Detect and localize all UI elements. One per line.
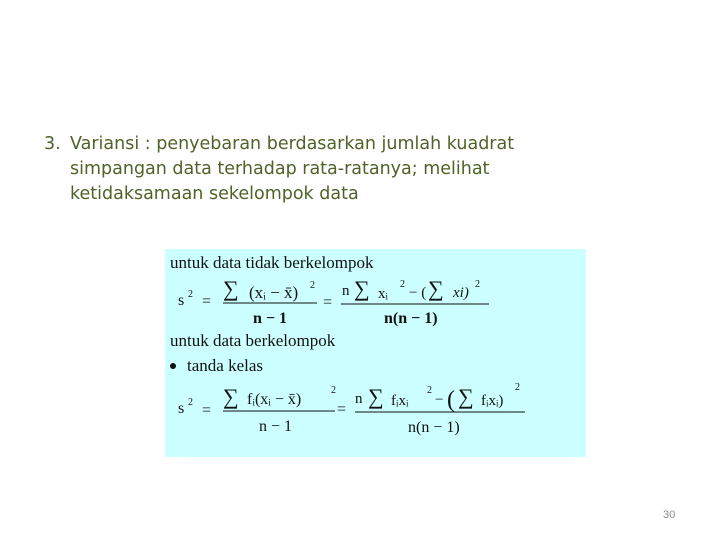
- ungrouped-num2-xi: xi): [453, 285, 469, 301]
- variance-formula-box: [165, 249, 586, 457]
- equals-3: =: [202, 402, 212, 419]
- grouped-den2: n(n − 1): [408, 419, 460, 436]
- heading-ungrouped: untuk data tidak berkelompok: [170, 253, 374, 272]
- bullet-text: tanda kelas: [187, 356, 263, 375]
- point-text-line-1: Variansi : penyebaran berdasarkan jumlah kuadrat: [70, 134, 515, 154]
- ungrouped-den1: n − 1: [253, 310, 288, 327]
- s-exp-2: 2: [188, 397, 193, 408]
- grouped-den1: n − 1: [259, 418, 293, 435]
- sigma-2: ∑: [354, 276, 370, 301]
- ungrouped-den2: n(n − 1): [384, 310, 438, 327]
- sigma-3: ∑: [428, 276, 444, 301]
- sigma-1: ∑: [223, 276, 239, 301]
- formula-svg: [165, 249, 586, 457]
- ungrouped-num2-x: xᵢ: [378, 286, 388, 302]
- grouped-num2-c-exp: 2: [515, 382, 520, 393]
- equals-2: =: [323, 294, 333, 311]
- grouped-num2-c: fᵢxᵢ): [481, 393, 504, 409]
- point-text-line-2: simpangan data terhadap rata-ratanya; melihat: [70, 159, 490, 179]
- sigma-6: ∑: [458, 384, 474, 409]
- sigma-4: ∑: [223, 384, 239, 409]
- ungrouped-num1-exp: 2: [310, 280, 315, 291]
- n-1: n: [342, 283, 350, 299]
- point-text: [44, 132, 664, 207]
- s-symbol-1: s: [178, 292, 185, 309]
- sigma-5: ∑: [368, 384, 384, 409]
- grouped-num2-a-exp: 2: [427, 385, 432, 396]
- equals-4: =: [337, 401, 347, 418]
- equals-1: =: [202, 293, 212, 310]
- grouped-num2-a: fᵢxᵢ: [391, 393, 409, 409]
- page-number: 30: [663, 509, 676, 521]
- ungrouped-num2-minus: − (: [409, 285, 427, 301]
- grouped-num2-paren: (: [447, 387, 455, 413]
- point-number: 3.: [44, 134, 61, 154]
- s-symbol-2: s: [178, 400, 185, 417]
- grouped-num1: fᵢ(xᵢ − x̄): [247, 391, 302, 408]
- ungrouped-num2-x-exp: 2: [400, 279, 405, 290]
- ungrouped-num1: (xᵢ − x̄): [249, 283, 299, 302]
- grouped-num1-exp: 2: [331, 385, 336, 396]
- n-2: n: [355, 391, 363, 407]
- s-exp-1: 2: [188, 289, 193, 300]
- point-text-line-3: ketidaksamaan sekelompok data: [70, 184, 359, 204]
- bullet-point-variansi: [44, 132, 664, 207]
- ungrouped-num2-xi-exp: 2: [475, 279, 480, 290]
- heading-grouped: untuk data berkelompok: [170, 331, 336, 350]
- bullet-dot: [170, 363, 176, 369]
- grouped-num2-minus: −: [435, 392, 444, 408]
